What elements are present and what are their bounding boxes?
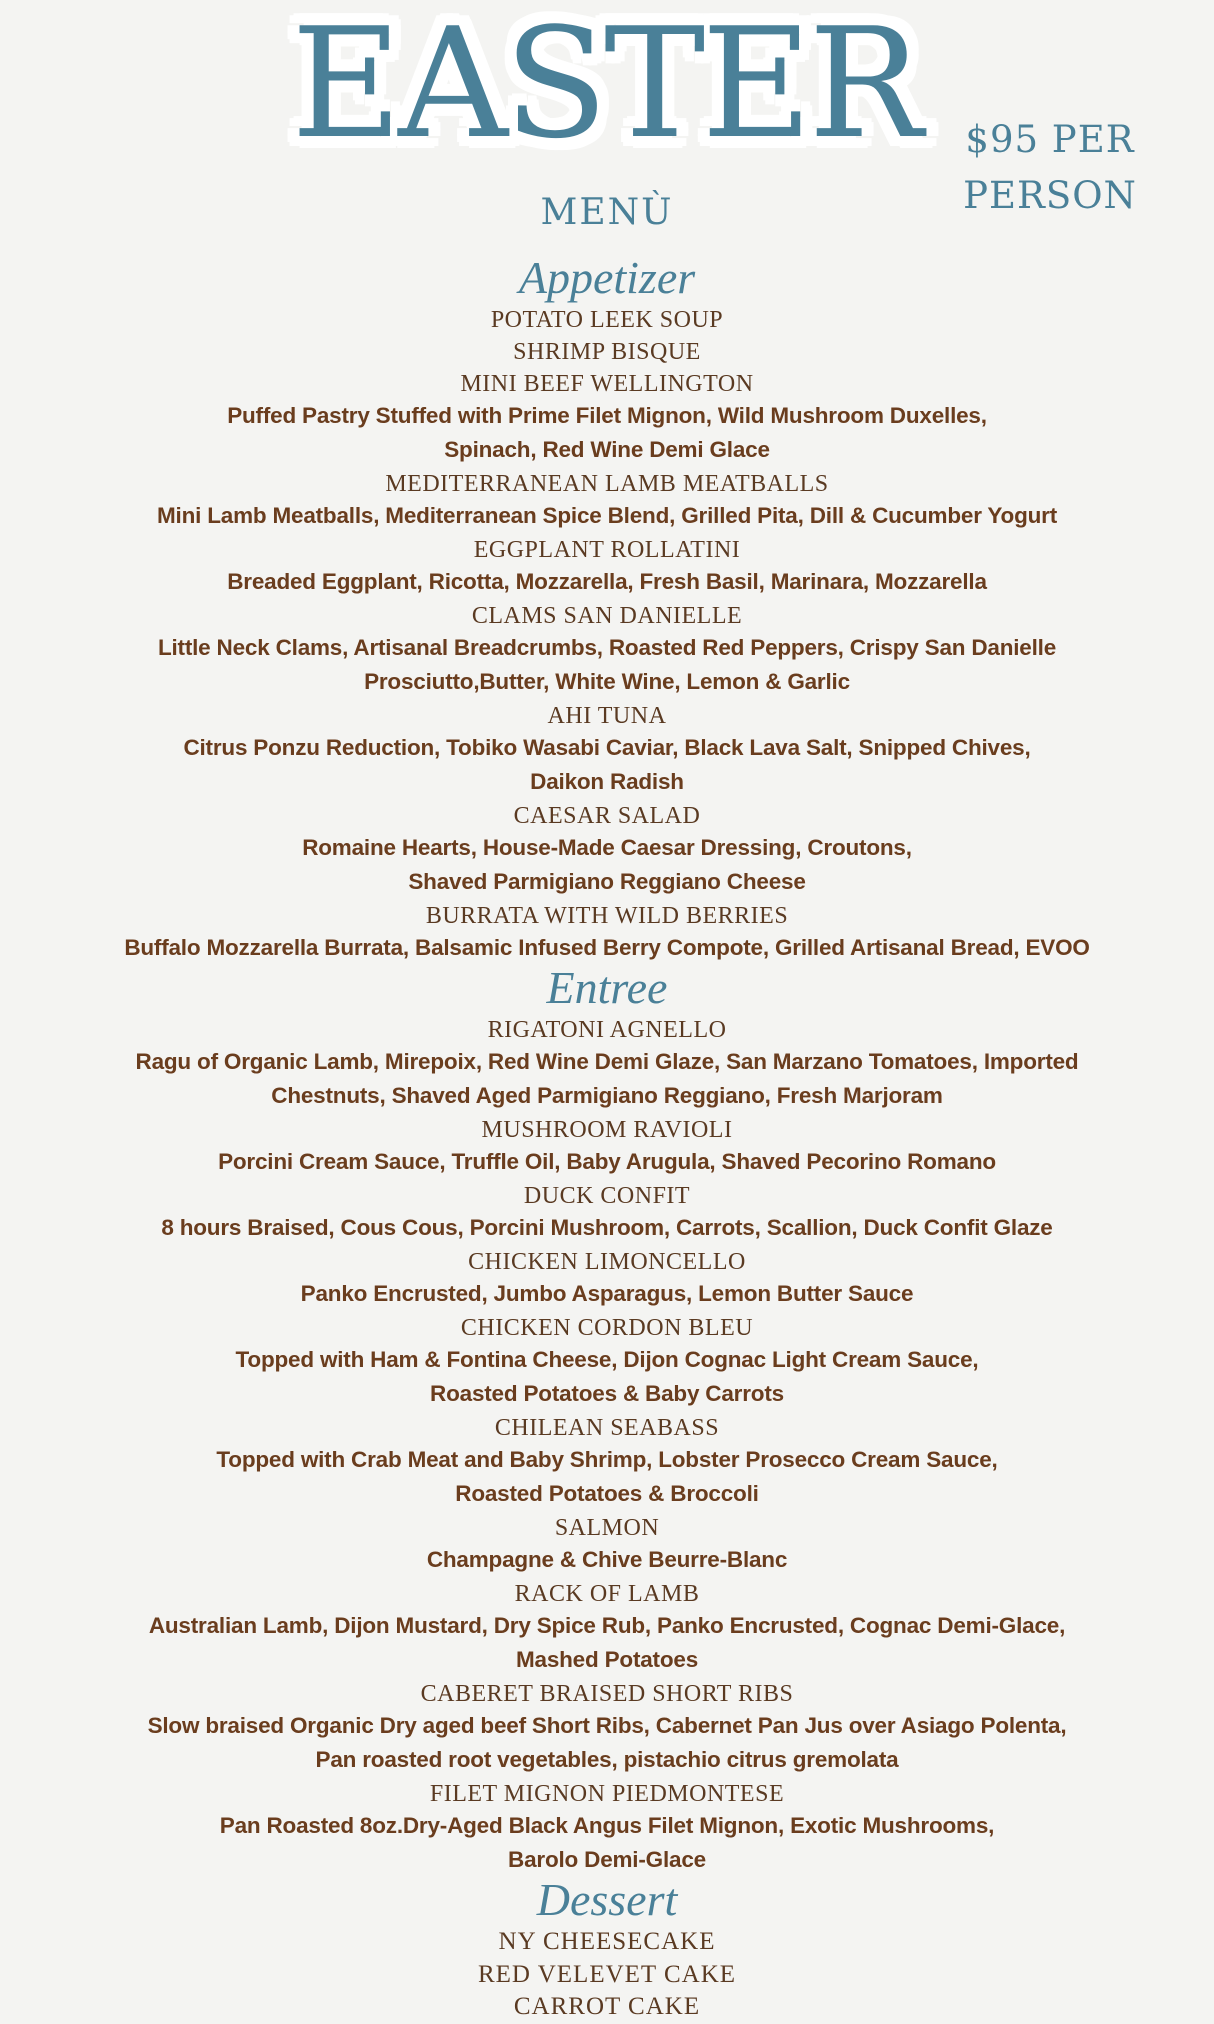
menu-item: [0, 800, 1214, 898]
dish-name: RIGATONI AGNELLO: [487, 1017, 727, 1043]
dish-name: BURRATA WITH WILD BERRIES: [425, 903, 789, 929]
dish-description: Slow braised Organic Dry aged beef Short Ribs, Cabernet Pan Jus over Asiago Polenta,: [147, 1713, 1067, 1738]
dish-description: Roasted Potatoes & Broccoli: [455, 1481, 759, 1506]
dish-name: MINI BEEF WELLINGTON: [460, 371, 754, 397]
menu-item: [0, 1959, 1214, 1992]
dish-name: CAESAR SALAD: [513, 803, 701, 829]
dish-name: RED VELEVET CAKE: [477, 1960, 737, 1988]
dish-description: Mini Lamb Meatballs, Mediterranean Spice Blend, Grilled Pita, Dill & Cucumber Yogurt: [156, 503, 1058, 528]
dish-description: Topped with Ham & Fontina Cheese, Dijon Cognac Light Cream Sauce,: [235, 1347, 979, 1372]
section-title-dessert: Dessert: [536, 1874, 678, 1925]
dish-name: CHICKEN CORDON BLEU: [460, 1315, 754, 1341]
price-line-1: $95 PER: [965, 118, 1135, 161]
dish-description: Breaded Eggplant, Ricotta, Mozzarella, Fresh Basil, Marinara, Mozzarella: [227, 569, 987, 594]
menu-item: [0, 534, 1214, 598]
dish-name: FILET MIGNON PIEDMONTESE: [429, 1781, 785, 1807]
menu-item: [0, 900, 1214, 964]
dish-name: POTATO LEEK SOUP: [490, 307, 724, 333]
dish-name: CARROT CAKE: [513, 1993, 701, 2020]
section-appetizer: [0, 252, 1214, 964]
dish-description: Little Neck Clams, Artisanal Breadcrumbs, Roasted Red Peppers, Crispy San Danielle: [157, 635, 1057, 660]
menu-item: [0, 1312, 1214, 1410]
menu-item: [0, 336, 1214, 368]
dish-description: Champagne & Chive Beurre-Blanc: [426, 1547, 788, 1572]
menu-title: EASTER: [291, 0, 919, 172]
dish-description: Citrus Ponzu Reduction, Tobiko Wasabi Caviar, Black Lava Salt, Snipped Chives,: [183, 735, 1031, 760]
dish-name: SALMON: [554, 1515, 660, 1541]
menu-item: [0, 1412, 1214, 1510]
menu-item: [0, 600, 1214, 698]
dish-description: Daikon Radish: [530, 769, 684, 794]
dish-description: Chestnuts, Shaved Aged Parmigiano Reggiano, Fresh Marjoram: [271, 1083, 943, 1108]
menu-item: [0, 1578, 1214, 1676]
menu-body: [0, 252, 1214, 2024]
menu-subtitle: MENÙ: [540, 192, 674, 233]
dish-name: CHICKEN LIMONCELLO: [468, 1249, 746, 1275]
menu-item: [0, 1678, 1214, 1776]
dish-name: RACK OF LAMB: [514, 1581, 700, 1607]
dish-description: Porcini Cream Sauce, Truffle Oil, Baby Arugula, Shaved Pecorino Romano: [218, 1149, 996, 1174]
menu-item: [0, 1512, 1214, 1576]
menu-item: [0, 700, 1214, 798]
dish-description: Australian Lamb, Dijon Mustard, Dry Spice Rub, Panko Encrusted, Cognac Demi-Glace,: [148, 1613, 1066, 1638]
dish-name: SHRIMP BISQUE: [513, 339, 701, 365]
dish-description: Mashed Potatoes: [515, 1647, 699, 1672]
menu-item: [0, 1014, 1214, 1112]
dish-name: MEDITERRANEAN LAMB MEATBALLS: [385, 471, 829, 497]
dish-description: Puffed Pastry Stuffed with Prime Filet Mignon, Wild Mushroom Duxelles,: [227, 403, 987, 428]
dish-description: Pan Roasted 8oz.Dry-Aged Black Angus Filet Mignon, Exotic Mushrooms,: [219, 1813, 995, 1838]
menu-item: [0, 1991, 1214, 2024]
menu-item: [0, 1114, 1214, 1178]
menu-item: [0, 368, 1214, 466]
dish-description: Prosciutto,Butter, White Wine, Lemon & Garlic: [364, 669, 850, 694]
menu-item: [0, 468, 1214, 532]
dessert-list: [0, 1926, 1214, 2024]
section-title-appetizer: Appetizer: [518, 252, 696, 303]
dish-description: Spinach, Red Wine Demi Glace: [444, 437, 770, 462]
section-entree: [0, 962, 1214, 1876]
dish-description: Barolo Demi-Glace: [508, 1847, 706, 1872]
menu-item: [0, 1246, 1214, 1310]
dish-description: Topped with Crab Meat and Baby Shrimp, Lobster Prosecco Cream Sauce,: [216, 1447, 998, 1472]
section-dessert: [0, 1874, 1214, 2024]
dish-name: DUCK CONFIT: [523, 1183, 691, 1209]
dish-description: Panko Encrusted, Jumbo Asparagus, Lemon Butter Sauce: [300, 1281, 914, 1306]
dish-name: CHILEAN SEABASS: [494, 1415, 720, 1441]
dish-name: MUSHROOM RAVIOLI: [481, 1117, 733, 1143]
appetizer-list: [0, 304, 1214, 964]
entree-list: [0, 1014, 1214, 1876]
menu-item: [0, 304, 1214, 336]
menu-item: [0, 1180, 1214, 1244]
dish-name: NY CHEESECAKE: [498, 1928, 716, 1955]
section-title-entree: Entree: [546, 962, 668, 1013]
dish-name: EGGPLANT ROLLATINI: [473, 537, 741, 563]
dish-description: Roasted Potatoes & Baby Carrots: [430, 1381, 784, 1406]
dish-name: CLAMS SAN DANIELLE: [471, 603, 743, 629]
dish-description: Buffalo Mozzarella Burrata, Balsamic Infused Berry Compote, Grilled Artisanal Bread, EVOO: [124, 935, 1090, 960]
dish-description: Ragu of Organic Lamb, Mirepoix, Red Wine Demi Glaze, San Marzano Tomatoes, Imported: [135, 1049, 1079, 1074]
menu-item: [0, 1778, 1214, 1876]
dish-description: 8 hours Braised, Cous Cous, Porcini Mushroom, Carrots, Scallion, Duck Confit Glaze: [161, 1215, 1053, 1240]
dish-name: CABERET BRAISED SHORT RIBS: [420, 1681, 794, 1707]
dish-name: AHI TUNA: [547, 703, 667, 729]
price-line-2: PERSON: [963, 174, 1137, 217]
dish-description: Pan roasted root vegetables, pistachio citrus gremolata: [315, 1747, 899, 1772]
dish-description: Shaved Parmigiano Reggiano Cheese: [408, 869, 806, 894]
dish-description: Romaine Hearts, House-Made Caesar Dressing, Croutons,: [302, 835, 912, 860]
menu-item: [0, 1926, 1214, 1959]
